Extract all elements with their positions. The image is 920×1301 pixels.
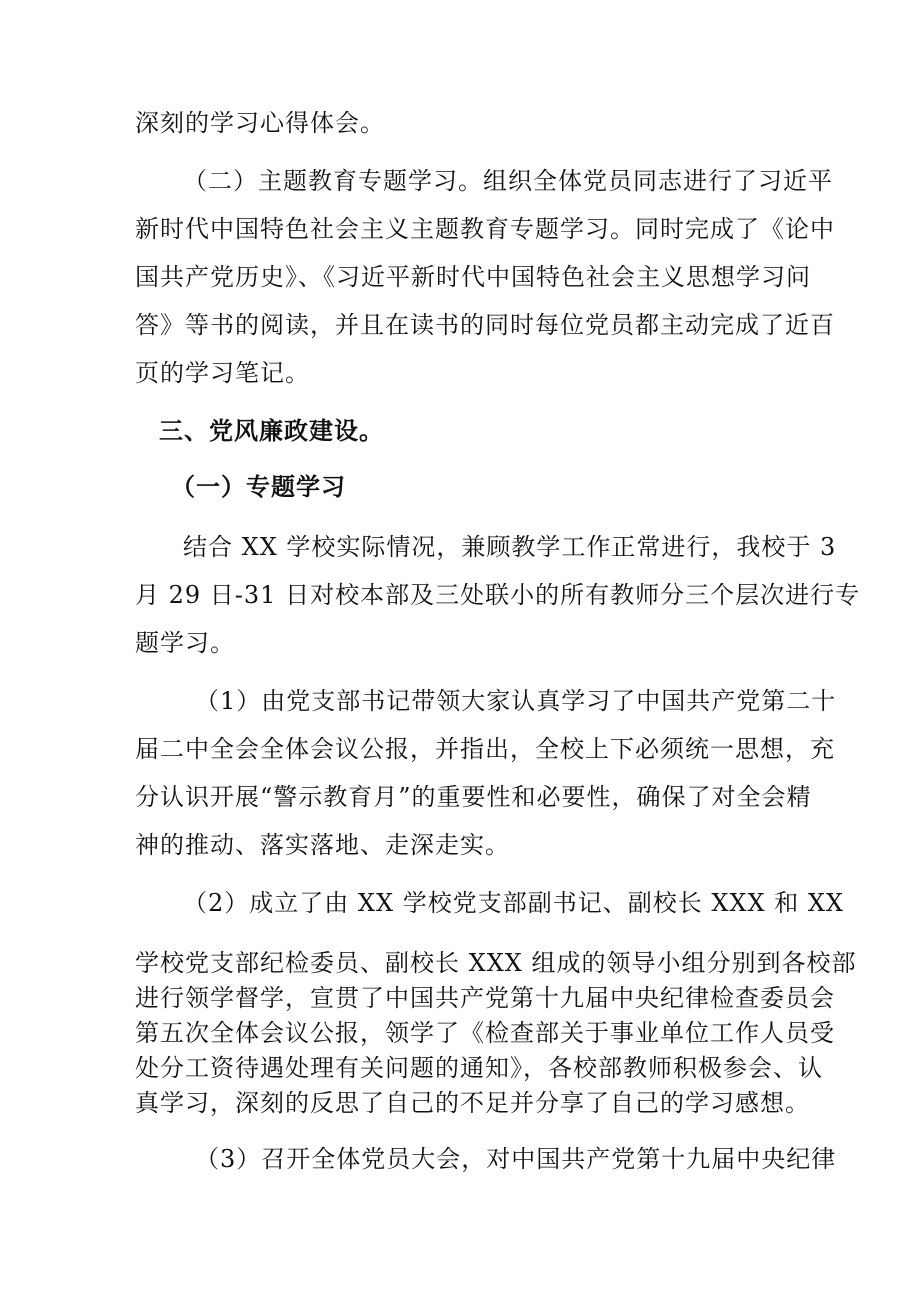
text-line: 结合 XX 学校实际情况，兼顾教学工作正常进行，我校于 3 <box>183 533 837 561</box>
text-line: 月 29 日-31 日对校本部及三处联小的所有教师分三个层次进行专 <box>135 581 861 609</box>
text-line: 答》等书的阅读，并且在读书的同时每位党员都主动完成了近百 <box>135 311 835 339</box>
text-line: 届二中全会全体会议公报，并指出，全校上下必须统一思想，充 <box>135 735 835 763</box>
section-heading: 三、党风廉政建设。 <box>159 416 384 445</box>
text-line: 分认识开展“警示教育月”的重要性和必要性，确保了对全会精 <box>135 783 812 811</box>
text-line: 处分工资待遇处理有关问题的通知》，各校部教师积极参会、认 <box>135 1054 823 1082</box>
subsection-heading: （一）专题学习 <box>171 472 346 501</box>
text-line: 第五次全体会议公报，领学了《检查部关于事业单位工作人员受 <box>135 1019 835 1047</box>
text-line: （1）由党支部书记带领大家认真学习了中国共产党第二十 <box>195 687 837 715</box>
text-line: 神的推动、落实落地、走深走实。 <box>135 831 510 859</box>
text-line: 题学习。 <box>135 629 235 657</box>
text-line: 进行领学督学，宣贯了中国共产党第十九届中央纪律检查委员会 <box>135 984 835 1012</box>
text-line: 真学习，深刻的反思了自己的不足并分享了自己的学习感想。 <box>135 1089 810 1117</box>
text-line: （3）召开全体党员大会，对中国共产党第十九届中央纪律 <box>195 1145 837 1173</box>
text-line: （2）成立了由 XX 学校党支部副书记、副校长 XXX 和 XX <box>183 889 845 917</box>
text-line: （二）主题教育专题学习。组织全体党员同志进行了习近平 <box>183 167 833 195</box>
text-line: 新时代中国特色社会主义主题教育专题学习。同时完成了《论中 <box>135 215 835 243</box>
text-line: 深刻的学习心得体会。 <box>135 109 385 137</box>
text-line: 页的学习笔记。 <box>135 359 310 387</box>
text-line: 学校党支部纪检委员、副校长 XXX 组成的领导小组分别到各校部 <box>135 949 857 977</box>
text-line: 国共产党历史》、《习近平新时代中国特色社会主义思想学习问 <box>135 263 811 291</box>
